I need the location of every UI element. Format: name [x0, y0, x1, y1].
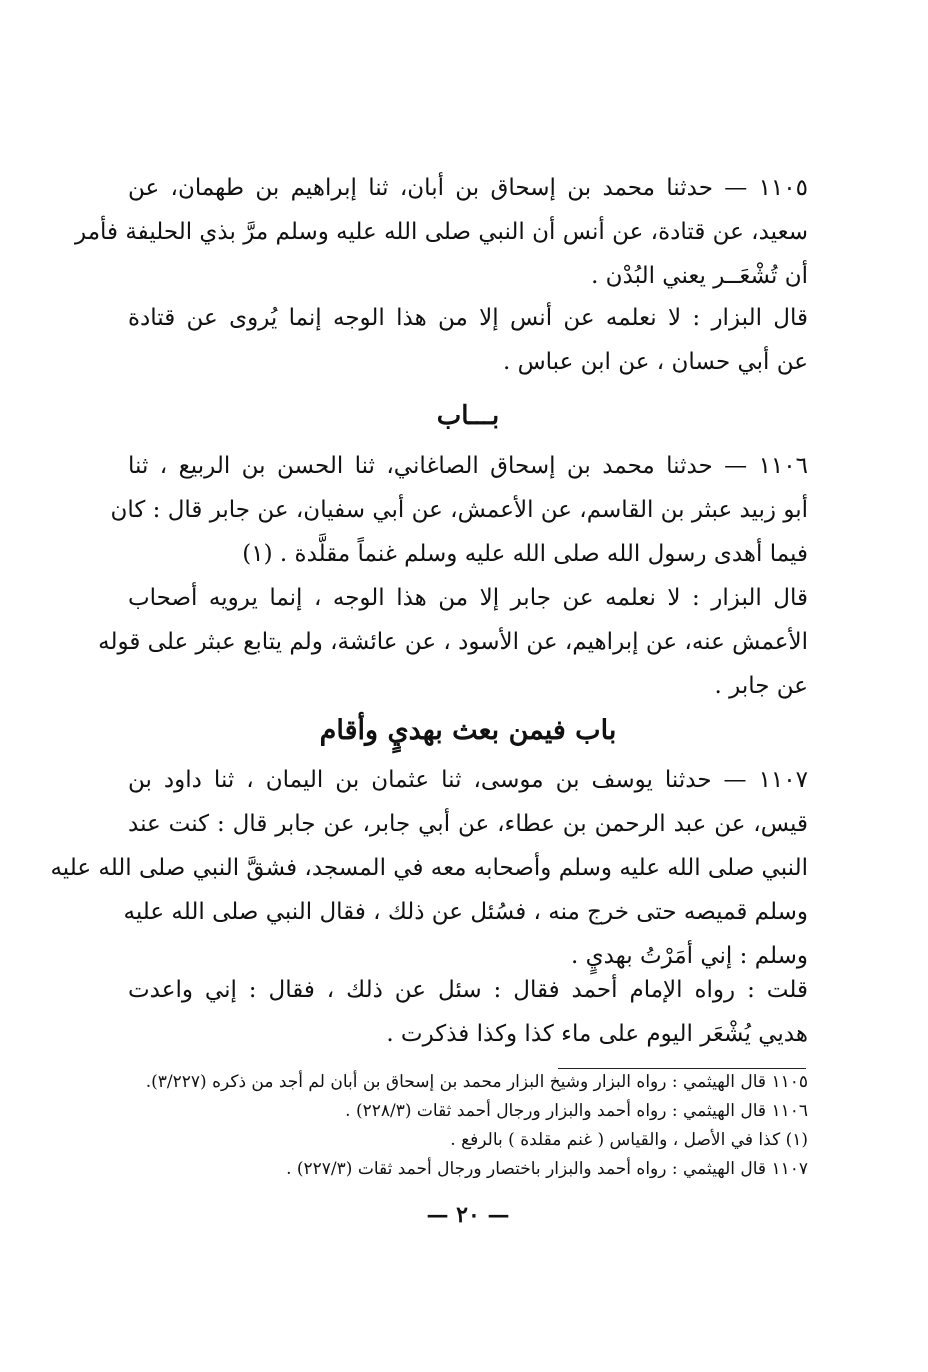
text-line: قيس، عن عبد الرحمن بن عطاء، عن أبي جابر، عن جابر قال : كنت عند	[128, 811, 808, 837]
footnote: ١١٠٦ قال الهيثمي : رواه أحمد والبزار ورجال أحمد ثقات (٢٢٨/٣) .	[345, 1101, 808, 1121]
text-line: وسلم : إني أمَرْتُ بهديٍ .	[570, 943, 808, 969]
text-line: وسلم قميصه حتى خرج منه ، فسُئل عن ذلك ، فقال النبي صلى الله عليه	[123, 899, 808, 925]
section-heading-bab-hady: باب فيمن بعث بهديٍ وأقام	[319, 715, 617, 746]
footnotes	[128, 1068, 808, 1184]
text-line: هديي يُشْعَر اليوم على ماء كذا وكذا فذكرت .	[386, 1021, 808, 1047]
text-line: أن تُشْعَــر يعني البُدْن .	[591, 263, 808, 289]
footnote: ١١٠٧ قال الهيثمي : رواه أحمد والبزار باختصار ورجال أحمد ثقات (٢٢٧/٣) .	[286, 1159, 808, 1179]
text-line: أبو زبيد عبثر بن القاسم، عن الأعمش، عن أبي سفيان، عن جابر قال : كان	[110, 497, 808, 523]
text-line: سعيد، عن قتادة، عن أنس أن النبي صلى الله عليه وسلم مرَّ بذي الحليفة فأمر	[75, 219, 808, 245]
text-line: ١١٠٦ — حدثنا محمد بن إسحاق الصاغاني، ثنا الحسن بن الربيع ، ثنا	[128, 453, 808, 479]
text-line: النبي صلى الله عليه وسلم وأصحابه معه في المسجد، فشقَّ النبي صلى الله عليه	[50, 855, 808, 881]
text-line: الأعمش عنه، عن إبراهيم، عن الأسود ، عن عائشة، ولم يتابع عبثر على قوله	[98, 629, 808, 655]
text-line: عن جابر .	[714, 673, 808, 699]
text-line: فيما أهدى رسول الله صلى الله عليه وسلم غنماً مقلَّدة . (١)	[242, 541, 808, 567]
text-line: قلت : رواه الإمام أحمد فقال : سئل عن ذلك ، فقال : إني واعدت	[128, 977, 808, 1003]
hadith-1105	[75, 166, 808, 298]
footnote: ١١٠٥ قال الهيثمي : رواه البزار وشيخ البزار محمد بن إسحاق بن أبان لم أجد من ذكره (٣/٢٢٧).	[145, 1072, 808, 1092]
hadith-1106	[110, 444, 808, 576]
text-line: ١١٠٧ — حدثنا يوسف بن موسى، ثنا عثمان بن اليمان ، ثنا داود بن	[128, 767, 808, 793]
page-number: — ٢٠ —	[426, 1202, 510, 1228]
bazzar-comment-1106	[98, 576, 808, 708]
hadith-1107	[50, 758, 808, 978]
text-line: قال البزار : لا نعلمه عن جابر إلا من هذا الوجه ، إنما يرويه أصحاب	[128, 585, 808, 611]
qultu-note-1107	[128, 968, 808, 1056]
footnote: (١) كذا في الأصل ، والقياس ( غنم مقلدة ) بالرفع .	[450, 1130, 808, 1150]
section-heading-bab: بـــاب	[436, 401, 500, 431]
text-line: قال البزار : لا نعلمه عن أنس إلا من هذا الوجه إنما يُروى عن قتادة	[128, 305, 808, 331]
text-line: عن أبي حسان ، عن ابن عباس .	[502, 349, 808, 375]
bazzar-comment-1105	[128, 296, 808, 384]
text-line: ١١٠٥ — حدثنا محمد بن إسحاق بن أبان، ثنا إبراهيم بن طهمان، عن	[128, 175, 808, 201]
